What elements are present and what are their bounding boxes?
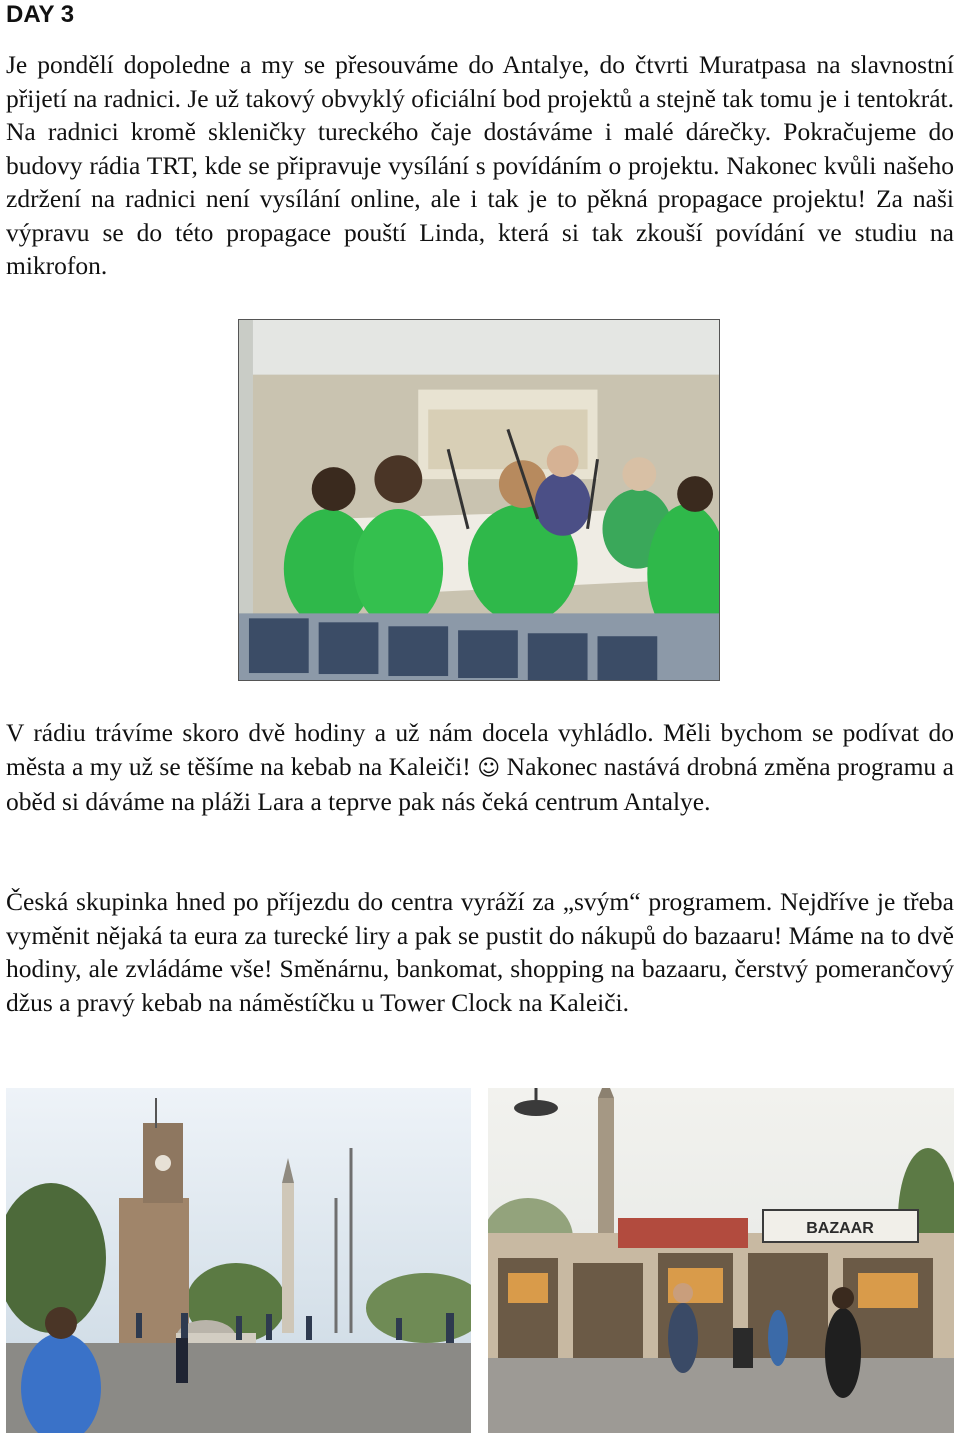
bazaar-photo — [488, 1088, 954, 1433]
radio-studio-photo — [238, 319, 720, 681]
paragraph-lunch — [6, 716, 954, 819]
page-heading: DAY 3 — [6, 1, 75, 28]
smiley-icon: ☺ — [477, 755, 501, 781]
paragraph-shopping: Česká skupinka hned po příjezdu do centra vyráží za „svým“ programem. Nejdříve je třeba vyměnit nějaká ta eura za turecké liry a pak se pustit do nákupů do bazaaru! Máme na to dvě hodiny, ale zvládáme vše! Směnárnu, bankomat, shopping na bazaaru, čerstvý pomerančový džus a pravý kebab na náměstíčku u Tower Clock na Kaleiči. — [6, 887, 954, 1017]
paragraph-radio-visit: Je pondělí dopoledne a my se přesouváme do Antalye, do čtvrti Muratpasa na slavnostní přijetí na radnici. Je už takový obvyklý oficiální bod projektů a stejně tak tomu je i tentokrát. Na radnici kromě skleničky tureckého čaje dostáváme i malé dárečky. Pokračujeme do budovy rádia TRT, kde se připravuje vysílání s povídáním o projektu. Nakonec kvůli našeho zdržení na radnici není vysílání online, ale i tak je to pěkná propagace projektu! Za naši výpravu se do této propagace pouští Linda, která si tak zkouší povídání ve studiu na mikrofon. — [6, 50, 954, 280]
paragraph-lunch-text-a: V rádiu trávíme skoro dvě hodiny a už nám docela vyhládlo. Měli bychom se podívat do města a my už se těšíme na kebab na Kaleiči! — [6, 718, 954, 781]
paragraph-lunch-text-b: Nakonec nastává drobná změna programu a oběd si dáváme na pláži Lara a teprve pak nás čeká centrum Antalye. — [6, 751, 954, 816]
bazaar-sign-text: BAZAAR — [806, 1220, 874, 1237]
clock-tower-photo — [6, 1088, 471, 1433]
